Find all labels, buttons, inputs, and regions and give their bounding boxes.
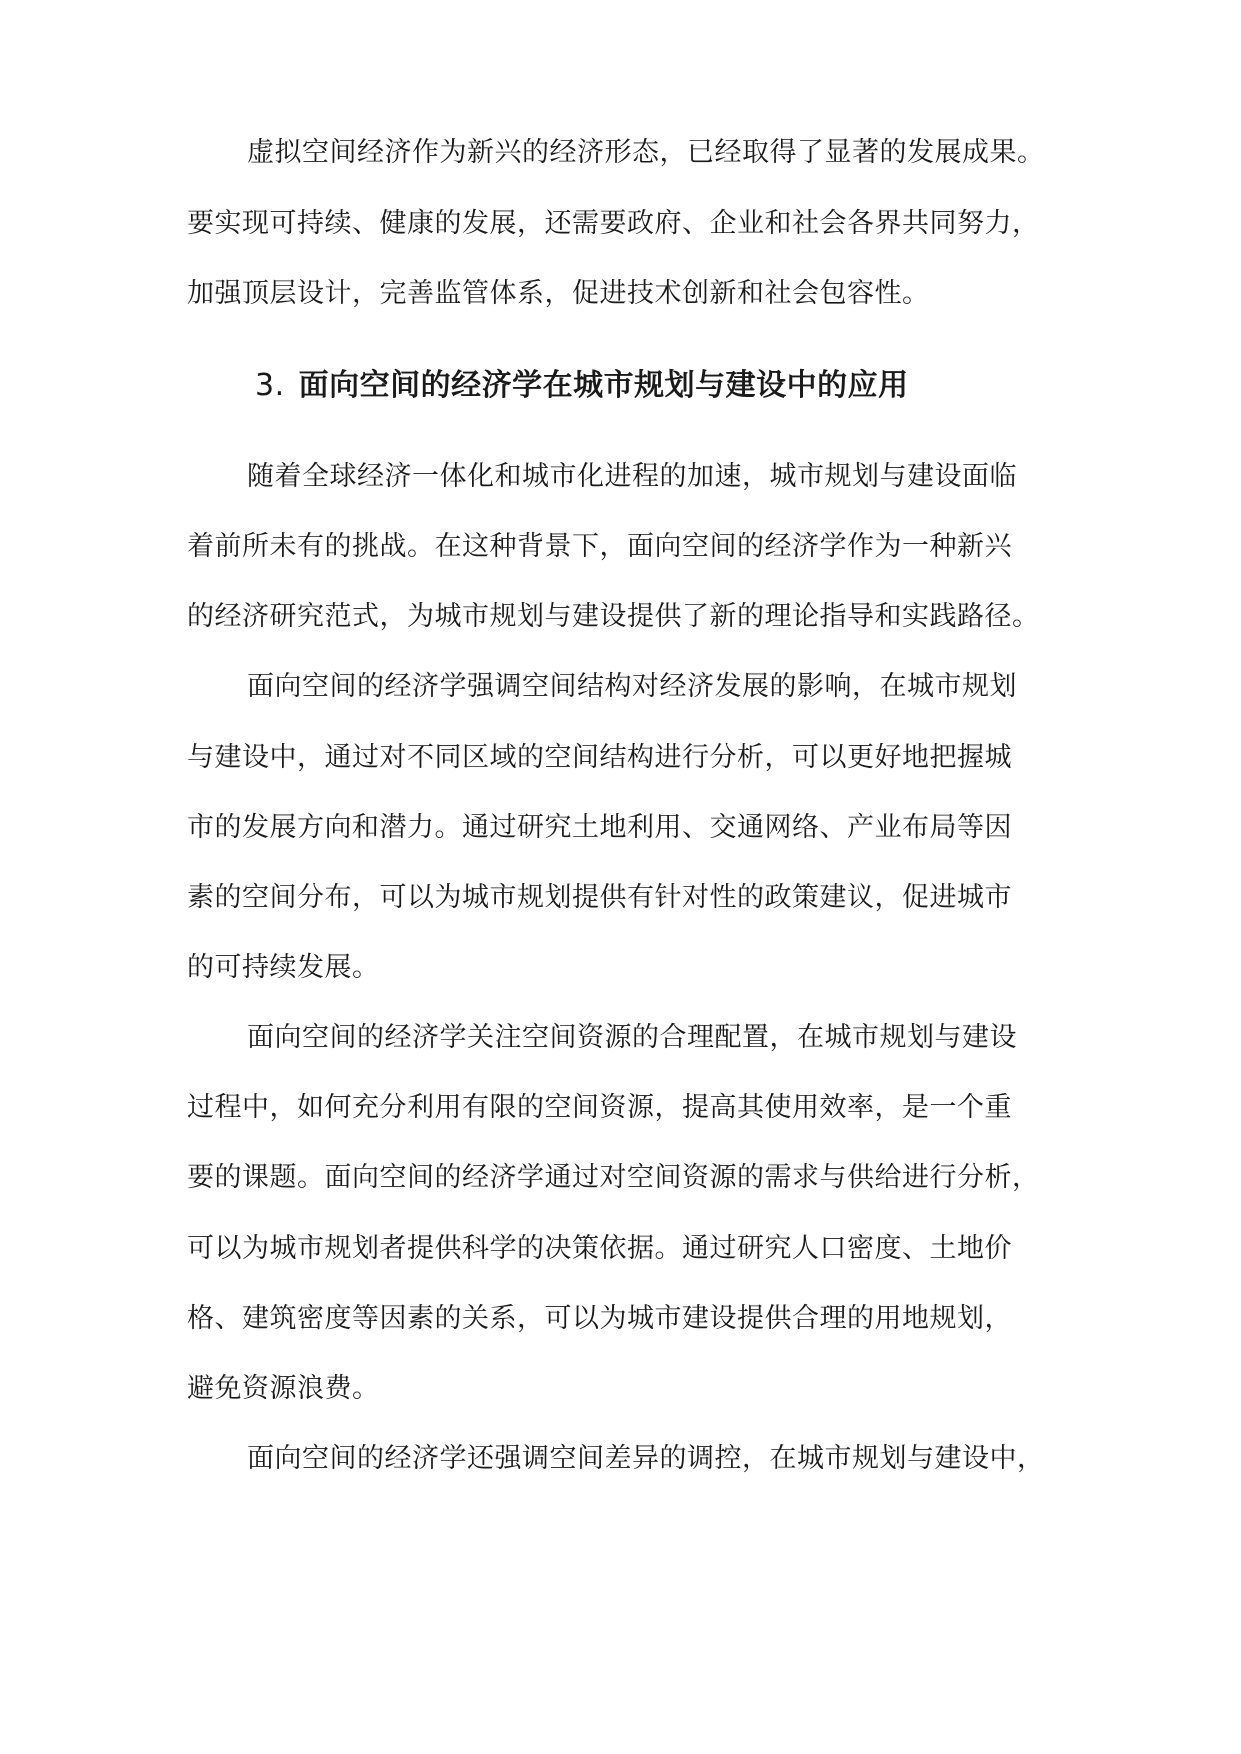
paragraph-line: 与建设中，通过对不同区域的空间结构进行分析，可以更好地把握城 (187, 742, 1012, 773)
paragraph-line: 面向空间的经济学还强调空间差异的调控，在城市规划与建设中， (247, 1443, 1045, 1474)
paragraph-line: 着前所未有的挑战。在这种背景下，面向空间的经济学作为一种新兴 (187, 531, 1012, 562)
paragraph-line: 的可持续发展。 (187, 952, 380, 983)
paragraph-line: 要实现可持续、健康的发展，还需要政府、企业和社会各界共同努力， (187, 208, 1040, 239)
paragraph-line: 加强顶层设计，完善监管体系，促进技术创新和社会包容性。 (187, 278, 930, 309)
paragraph-line: 随着全球经济一体化和城市化进程的加速，城市规划与建设面临 (247, 461, 1017, 492)
paragraph-line: 面向空间的经济学强调空间结构对经济发展的影响，在城市规划 (247, 671, 1017, 702)
paragraph-line: 过程中，如何充分利用有限的空间资源，提高其使用效率，是一个重 (187, 1092, 1012, 1123)
section-heading (255, 364, 909, 408)
paragraph-line: 素的空间分布，可以为城市规划提供有针对性的政策建议，促进城市 (187, 882, 1012, 913)
paragraph-line: 虚拟空间经济作为新兴的经济形态，已经取得了显著的发展成果。 (247, 137, 1045, 168)
paragraph-line: 避免资源浪费。 (187, 1373, 380, 1404)
paragraph-line: 可以为城市规划者提供科学的决策依据。通过研究人口密度、土地价 (187, 1233, 1012, 1264)
paragraph-line: 格、建筑密度等因素的关系，可以为城市建设提供合理的用地规划， (187, 1303, 1012, 1334)
section-number: 3. (255, 368, 285, 403)
paragraph-line: 要的课题。面向空间的经济学通过对空间资源的需求与供给进行分析， (187, 1162, 1040, 1193)
section-title: 面向空间的经济学在城市规划与建设中的应用 (298, 368, 909, 403)
paragraph-line: 的经济研究范式，为城市规划与建设提供了新的理论指导和实践路径。 (187, 601, 1040, 632)
paragraph-line: 市的发展方向和潜力。通过研究土地利用、交通网络、产业布局等因 (187, 812, 1012, 843)
paragraph-line: 面向空间的经济学关注空间资源的合理配置，在城市规划与建设 (247, 1022, 1017, 1053)
